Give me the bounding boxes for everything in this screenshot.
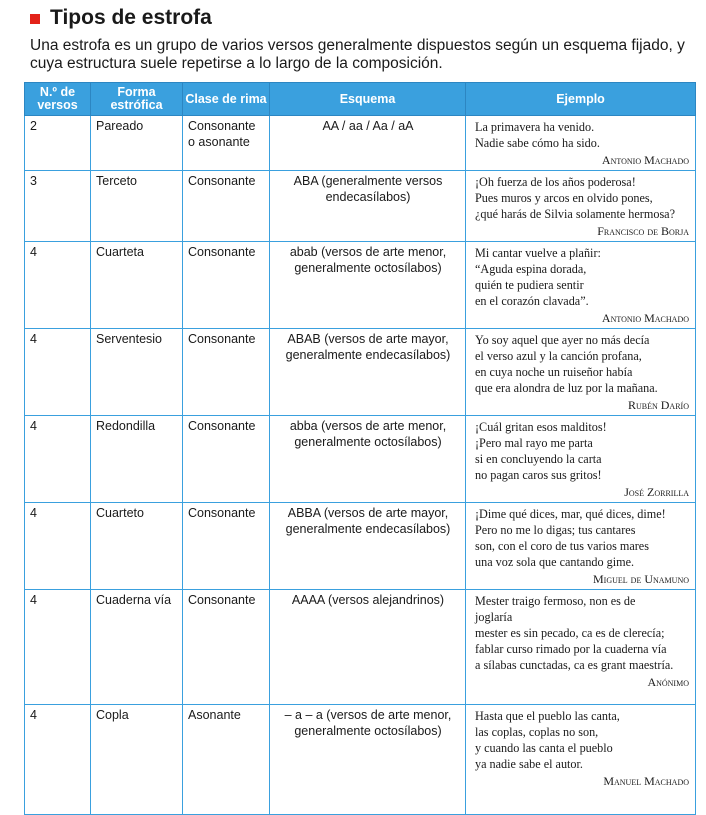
example-verse-line: Yo soy aquel que ayer no más decía (475, 333, 650, 347)
table-row (25, 503, 696, 590)
example-verse-line: Hasta que el pueblo las canta, (475, 709, 620, 723)
example-verse-line: Pues muros y arcos en olvido pones, (475, 191, 653, 205)
intro-paragraph: Una estrofa es un grupo de varios versos generalmente dispuestos según un esquema fijado, y cuya estructura suele repetirse a lo largo de la composición. (30, 37, 685, 72)
example-verse-line: quién te pudiera sentir (475, 278, 584, 292)
example-verse-line: Pero no me lo digas; tus cantares (475, 523, 636, 537)
example-verse-line: el verso azul y la canción profana, (475, 349, 642, 363)
cell-num-versos: 4 (25, 705, 91, 815)
cell-ejemplo (466, 503, 696, 590)
header-num-versos: N.º de versos (25, 83, 91, 116)
cell-clase: Consonante (183, 416, 270, 503)
table-row (25, 590, 696, 705)
cell-ejemplo (466, 416, 696, 503)
example-verse-line: no pagan caros sus gritos! (475, 468, 602, 482)
example-verse-line: Mester traigo fermoso, non es de (475, 594, 636, 608)
example-verse-line: son, con el coro de tus varios mares (475, 539, 649, 553)
example-verse-line: mester es sin pecado, ca es de clerecía; (475, 626, 665, 640)
cell-esquema: ABBA (versos de arte mayor, generalmente endecasílabos) (270, 503, 466, 590)
cell-clase: Consonante (183, 329, 270, 416)
cell-esquema: – a – a (versos de arte menor, generalmente octosílabos) (270, 705, 466, 815)
cell-ejemplo (466, 329, 696, 416)
example-verse-line: y cuando las canta el pueblo (475, 741, 613, 755)
table-row (25, 329, 696, 416)
page-title: Tipos de estrofa (50, 6, 212, 29)
cell-forma: Serventesio (91, 329, 183, 416)
cell-num-versos: 4 (25, 503, 91, 590)
cell-clase: Consonante (183, 590, 270, 705)
cell-forma: Terceto (91, 171, 183, 242)
strophe-table (24, 82, 696, 815)
example-author: Rubén Darío (627, 398, 689, 412)
cell-num-versos: 4 (25, 242, 91, 329)
example-verse-line: ¡Oh fuerza de los años poderosa! (475, 175, 636, 189)
cell-ejemplo (466, 590, 696, 705)
cell-forma: Cuarteto (91, 503, 183, 590)
example-verse-line: que era alondra de luz por la mañana. (475, 381, 658, 395)
header-esquema: Esquema (270, 83, 466, 116)
cell-clase: Asonante (183, 705, 270, 815)
table-row (25, 171, 696, 242)
cell-ejemplo (466, 116, 696, 171)
cell-ejemplo (466, 705, 696, 815)
table-row (25, 416, 696, 503)
example-verse-line: las coplas, coplas no son, (475, 725, 599, 739)
example-author: José Zorrilla (624, 485, 689, 499)
cell-num-versos: 2 (25, 116, 91, 171)
cell-esquema: AA / aa / Aa / aA (270, 116, 466, 171)
header-ejemplo: Ejemplo (466, 83, 696, 116)
example-verse-line: en el corazón clavada”. (475, 294, 589, 308)
cell-num-versos: 4 (25, 329, 91, 416)
example-verse-line: “Aguda espina dorada, (475, 262, 587, 276)
example-verse-line: si en concluyendo la carta (475, 452, 602, 466)
example-verse-line: en cuya noche un ruiseñor había (475, 365, 633, 379)
cell-forma: Copla (91, 705, 183, 815)
example-verse-line: La primavera ha venido. (475, 120, 595, 134)
cell-ejemplo (466, 242, 696, 329)
cell-esquema: AAAA (versos alejandrinos) (270, 590, 466, 705)
example-author: Miguel de Unamuno (593, 572, 689, 586)
header-forma: Forma estrófica (91, 83, 183, 116)
example-verse-line: ¡Pero mal rayo me parta (475, 436, 593, 450)
table-row (25, 242, 696, 329)
cell-num-versos: 3 (25, 171, 91, 242)
example-author: Manuel Machado (603, 774, 689, 788)
cell-ejemplo (466, 171, 696, 242)
cell-clase: Consonante (183, 171, 270, 242)
red-square-bullet-icon (30, 14, 40, 24)
example-verse-line: ¿qué harás de Silvia solamente hermosa? (475, 207, 676, 221)
cell-esquema: ABAB (versos de arte mayor, generalmente endecasílabos) (270, 329, 466, 416)
table-row (25, 705, 696, 815)
header-clase: Clase de rima (183, 83, 270, 116)
example-verse-line: Nadie sabe cómo ha sido. (475, 136, 600, 150)
cell-forma: Cuaderna vía (91, 590, 183, 705)
example-verse-line: Mi cantar vuelve a plañir: (475, 246, 601, 260)
example-verse-line: ¡Dime qué dices, mar, qué dices, dime! (475, 507, 666, 521)
cell-forma: Redondilla (91, 416, 183, 503)
example-author: Francisco de Borja (597, 224, 689, 238)
cell-num-versos: 4 (25, 590, 91, 705)
example-verse-line: ¡Cuál gritan esos malditos! (475, 420, 607, 434)
cell-clase: Consonante (183, 242, 270, 329)
example-verse-line: fablar curso rimado por la cuaderna vía (475, 642, 667, 656)
cell-num-versos: 4 (25, 416, 91, 503)
example-author: Antonio Machado (601, 311, 689, 325)
example-verse-line: joglaría (475, 610, 513, 624)
cell-esquema: abab (versos de arte menor, generalmente octosílabos) (270, 242, 466, 329)
cell-clase: Consonante (183, 503, 270, 590)
table-header-row (25, 83, 696, 116)
title-row (30, 6, 212, 30)
cell-esquema: ABA (generalmente versos endecasílabos) (270, 171, 466, 242)
cell-esquema: abba (versos de arte menor, generalmente octosílabos) (270, 416, 466, 503)
example-author: Anónimo (647, 675, 689, 689)
example-author: Antonio Machado (601, 153, 689, 167)
example-verse-line: ya nadie sabe el autor. (475, 757, 583, 771)
cell-forma: Cuarteta (91, 242, 183, 329)
cell-clase: Consonante o asonante (183, 116, 270, 171)
example-verse-line: a sílabas cunctadas, ca es grant maestría. (475, 658, 674, 672)
example-verse-line: una voz sola que cantando gime. (475, 555, 635, 569)
cell-forma: Pareado (91, 116, 183, 171)
table-row (25, 116, 696, 171)
